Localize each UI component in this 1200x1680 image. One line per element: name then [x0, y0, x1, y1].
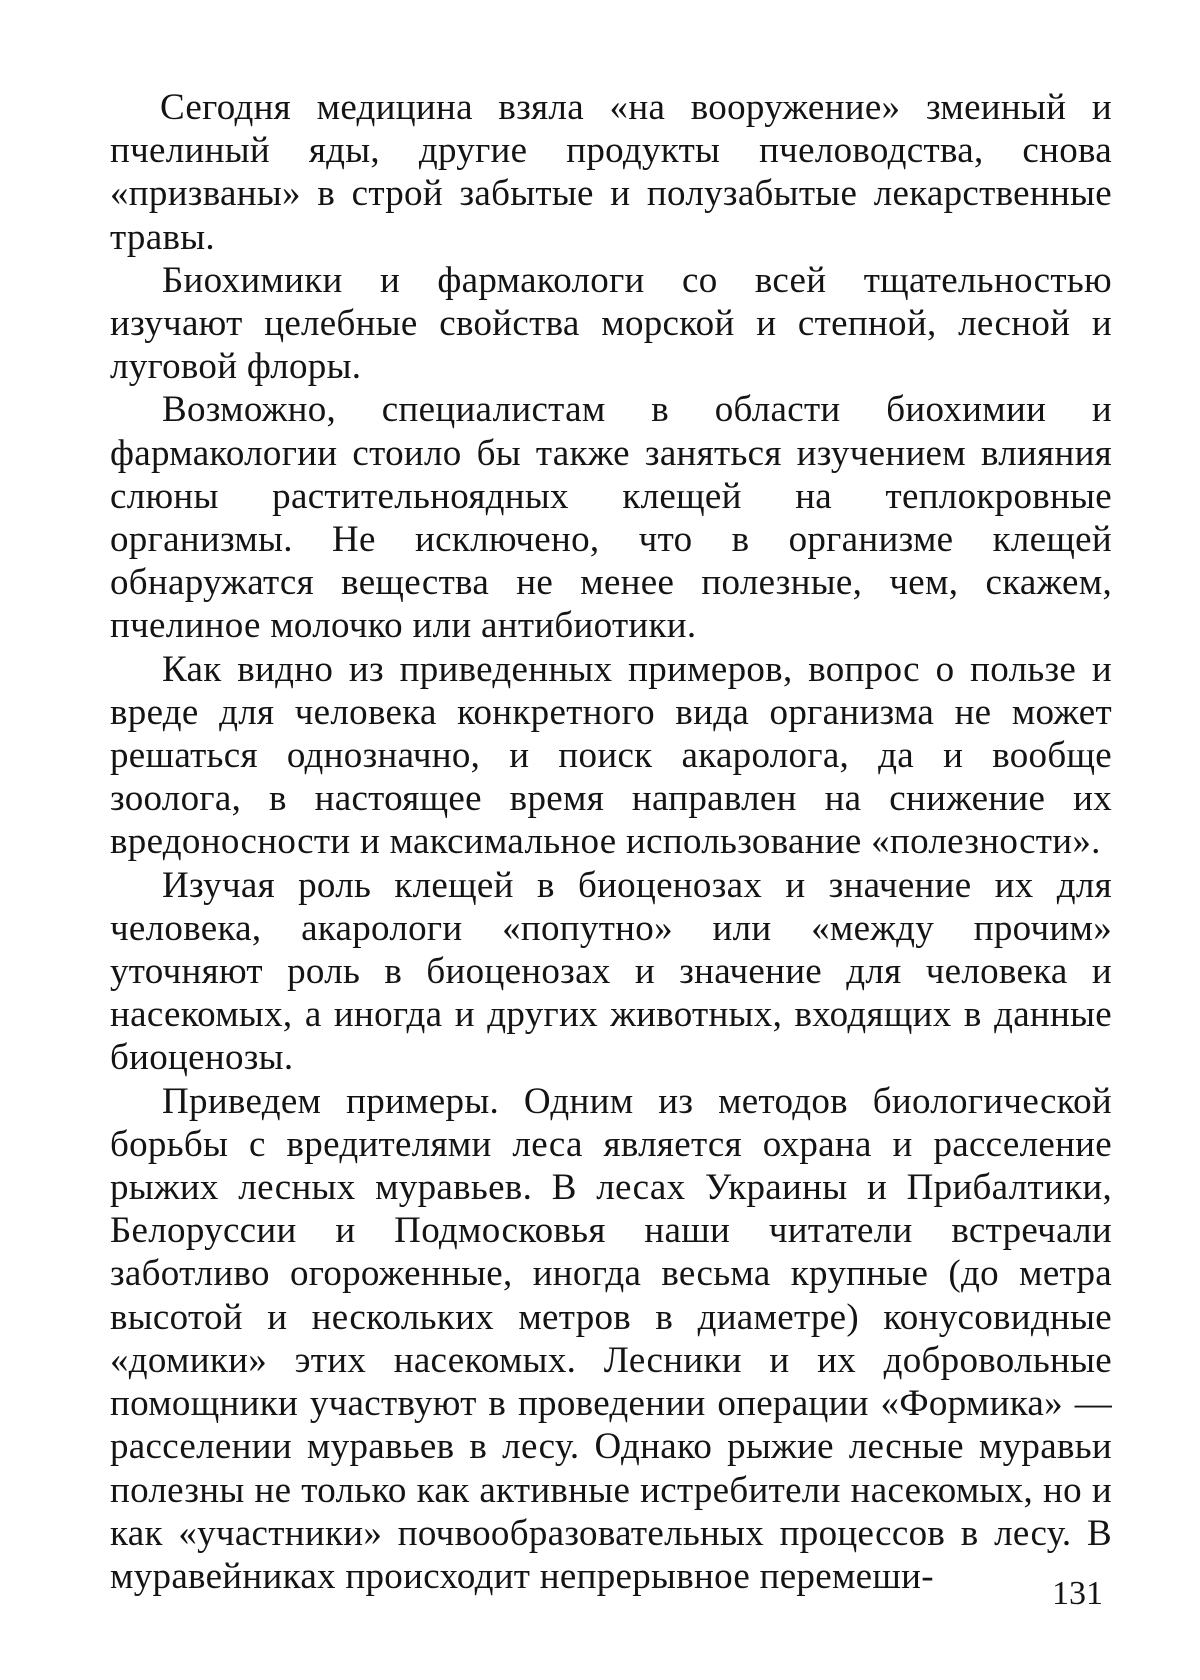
paragraph: Приведем примеры. Одним из методов биологической борьбы с вредителями леса является охрана и расселение рыжих лесных муравьев. В лесах Украины и Прибалтики, Белоруссии и Подмосковья наши читатели встречали заботливо огороженные, иногда весьма крупные (до метра высотой и нескольких метров в диаметре) конусовидные «домики» этих насекомых. Лесники и их добровольные помощники участвуют в проведении операции «Формика» — расселении муравьев в лесу. Однако рыжие лесные муравьи полезны не только как активные истребители насекомых, но и как «участники» почвообразовательных процессов в лесу. В муравейниках происходит непрерывное перемеши-	[110, 1080, 1112, 1597]
page-number: 131	[1052, 1575, 1103, 1612]
body-text	[110, 86, 1112, 1598]
paragraph: Сегодня медицина взяла «на вооружение» змеиный и пчелиный яды, другие продукты пчеловодства, снова «призваны» в строй забытые и полузабытые лекарственные травы.	[110, 87, 1112, 258]
paragraph: Изучая роль клещей в биоценозах и значение их для человека, акарологи «попутно» или «между прочим» уточняют роль в биоценозах и значение для человека и насекомых, а иногда и других животных, входящих в данные биоценозы.	[110, 864, 1112, 1079]
paragraph: Возможно, специалистам в области биохимии и фармакологии стоило бы также заняться изучением влияния слюны растительноядных клещей на теплокровные организмы. Не исключено, что в организме клещей обнаружатся вещества не менее полезные, чем, скажем, пчелиное молочко или антибиотики.	[110, 389, 1112, 647]
paragraph: Биохимики и фармакологи со всей тщательностью изучают целебные свойства морской и степной, лесной и луговой флоры.	[110, 259, 1112, 388]
paragraph: Как видно из приведенных примеров, вопрос о пользе и вреде для человека конкретного вида организма не может решаться однозначно, и поиск акаролога, да и вообще зоолога, в настоящее время направлен на снижение их вредоносности и максимальное использование «полезности».	[110, 648, 1112, 863]
